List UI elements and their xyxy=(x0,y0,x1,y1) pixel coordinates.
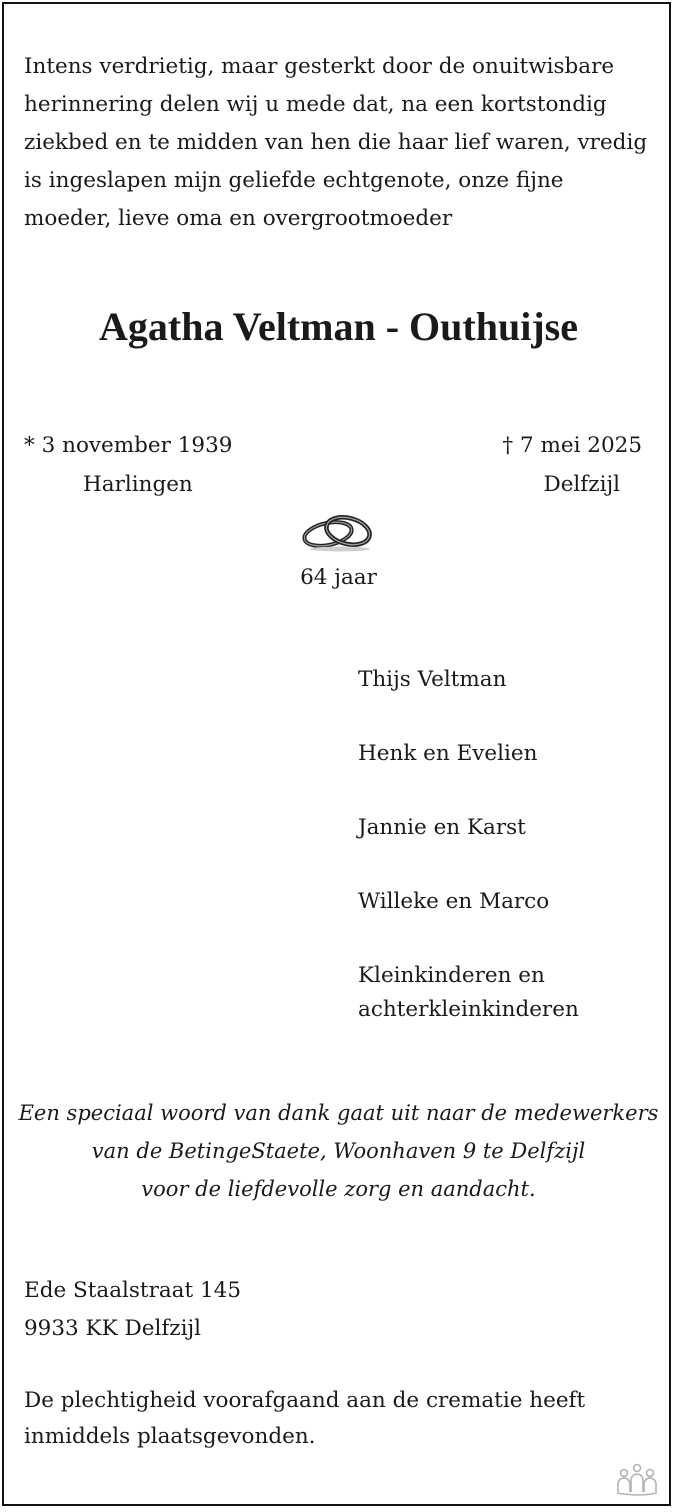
thanks-note xyxy=(0,1094,677,1208)
death-place: Delfzijl xyxy=(543,472,620,497)
marriage-years: 64 jaar xyxy=(300,565,377,590)
family-member: Henk en Evelien xyxy=(358,741,538,766)
address-block xyxy=(24,1272,241,1348)
family-member: Thijs Veltman xyxy=(358,667,507,692)
family-member: Jannie en Karst xyxy=(358,815,526,840)
birth-date: * 3 november 1939 xyxy=(24,433,233,458)
death-date: † 7 mei 2025 xyxy=(502,433,642,458)
wedding-rings-icon xyxy=(300,509,376,553)
thanks-line: Een speciaal woord van dank gaat uit naar de medewerkers xyxy=(18,1101,659,1125)
thanks-line: van de BetingeStaete, Woonhaven 9 te Delfzijl xyxy=(91,1139,586,1163)
family-circle-logo xyxy=(615,1462,659,1496)
address-street: Ede Staalstraat 145 xyxy=(24,1278,241,1303)
thanks-line: voor de liefdevolle zorg en aandacht. xyxy=(141,1177,536,1201)
family-member: Kleinkinderen en achterkleinkinderen xyxy=(358,963,579,1022)
birth-place: Harlingen xyxy=(83,472,193,497)
family-member: Willeke en Marco xyxy=(358,889,550,914)
family-list xyxy=(358,663,658,1067)
ceremony-note: De plechtigheid voorafgaand aan de crematie heeft inmiddels plaatsgevonden. xyxy=(24,1388,586,1449)
deceased-name: Agatha Veltman - Outhuijse xyxy=(99,304,578,349)
intro-text: Intens verdrietig, maar gesterkt door de onuitwisbare herinnering delen wij u mede dat, na een kortstondig ziekbed en te midden van hen die haar lief waren, vredig is ingeslapen mijn geliefde echtgenote, onze fijne moeder, lieve oma en overgrootmoeder xyxy=(24,54,648,231)
address-city: 9933 KK Delfzijl xyxy=(24,1316,202,1341)
